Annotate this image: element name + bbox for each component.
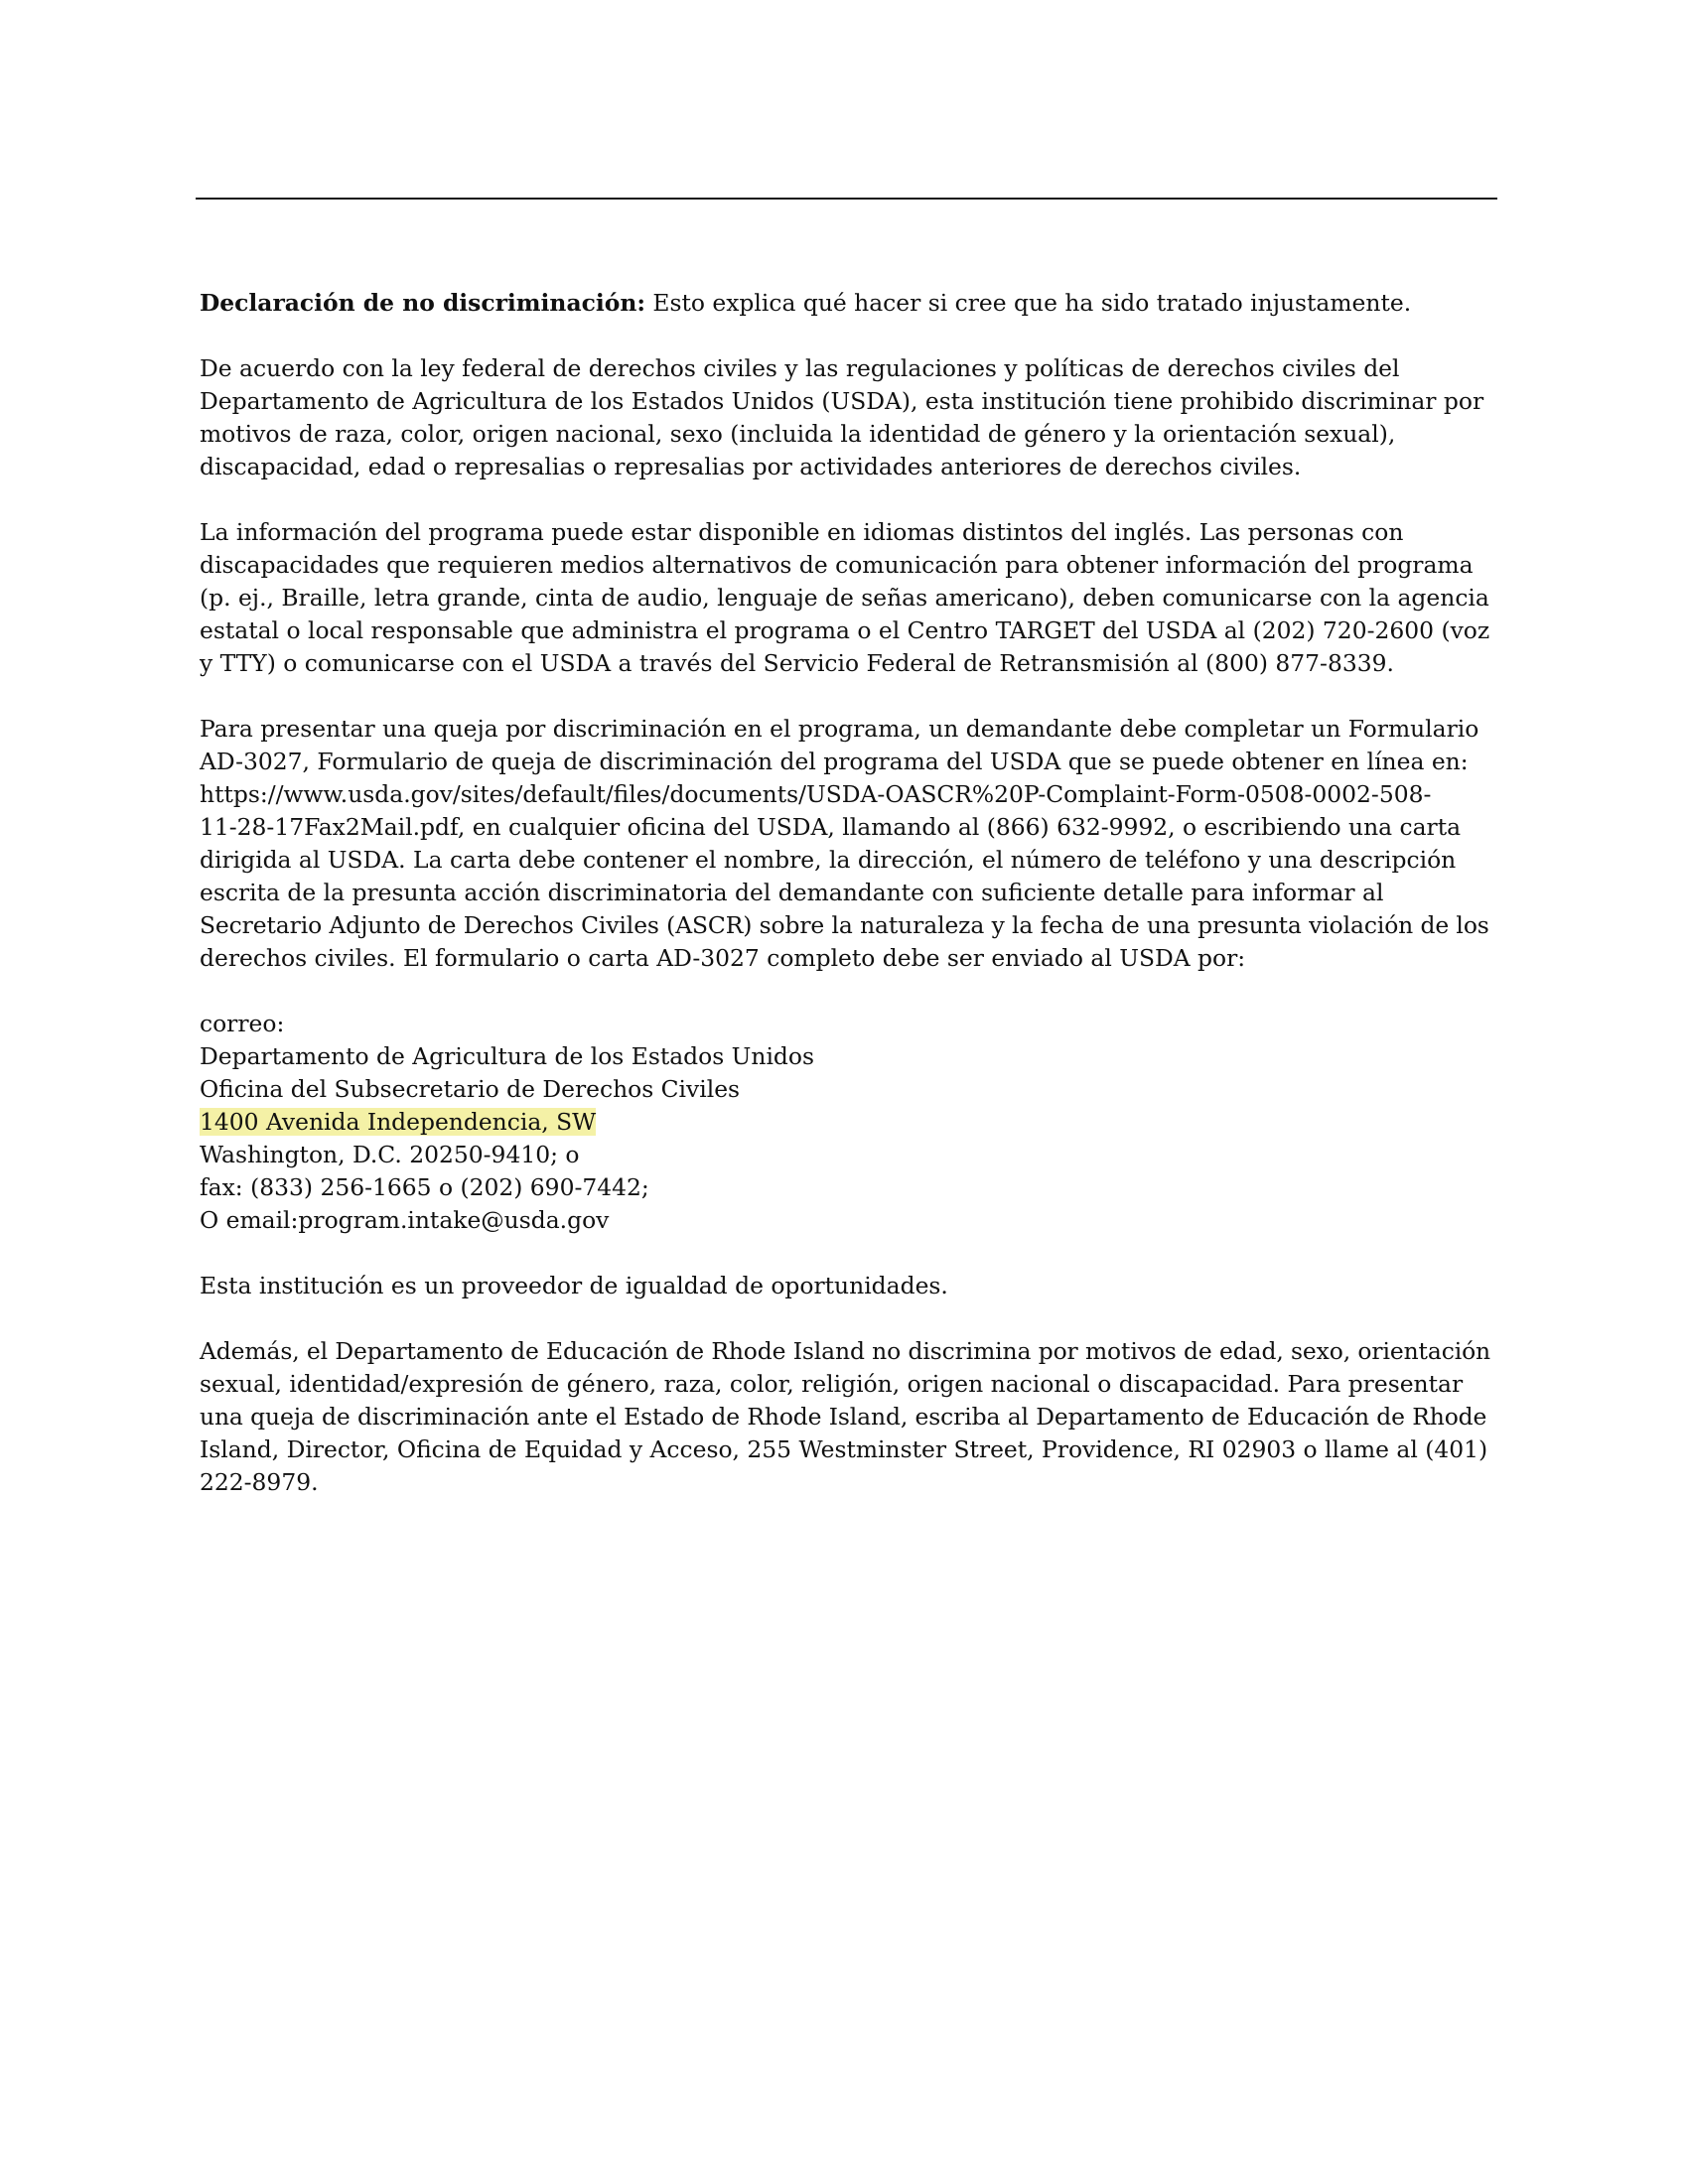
complaint-paragraph [200,713,1495,975]
text-line: una queja de discriminación ante el Estado de Rhode Island, escriba al Departamento de Educación de Rhode [200,1403,1487,1431]
civil-rights-paragraph [200,352,1495,483]
address-department: Departamento de Agricultura de los Estados Unidos [200,1042,814,1070]
statement-heading: Declaración de no discriminación: [200,289,645,317]
statement-intro: Esto explica qué hacer si cree que ha sido tratado injustamente. [644,289,1412,317]
text-line: AD-3027, Formulario de queja de discriminación del programa del USDA que se puede obtener en línea en: [200,748,1469,775]
top-horizontal-rule [196,198,1497,200]
address-street-line [200,1106,1495,1139]
text-line: motivos de raza, color, origen nacional, sexo (incluida la identidad de género y la orientación sexual), [200,420,1396,448]
mailing-address-block [200,1008,1495,1237]
text-line: sexual, identidad/expresión de género, raza, color, religión, origen nacional o discapacidad. Para presentar [200,1370,1464,1398]
text-line: Además, el Departamento de Educación de Rhode Island no discrimina por motivos de edad, sexo, orientación [200,1337,1491,1365]
text-line: (p. ej., Braille, letra grande, cinta de audio, lenguaje de señas americano), deben comunicarse con la agencia [200,584,1489,612]
text-line: derechos civiles. El formulario o carta AD-3027 completo debe ser enviado al USDA por: [200,944,1246,972]
address-office: Oficina del Subsecretario de Derechos Civiles [200,1075,741,1103]
address-city: Washington, D.C. 20250-9410; o [200,1141,580,1168]
statement-heading-paragraph [200,287,1495,320]
text-line: La información del programa puede estar disponible en idiomas distintos del inglés. Las personas con [200,518,1404,546]
rhode-island-paragraph [200,1335,1495,1499]
address-street-highlighted: 1400 Avenida Independencia, SW [200,1108,597,1136]
address-email[interactable]: O email:program.intake@usda.gov [200,1206,610,1234]
document-body [200,287,1495,1532]
text-line: Secretario Adjunto de Derechos Civiles (ASCR) sobre la naturaleza y la fecha de una presunta violación de los [200,911,1489,939]
program-information-paragraph [200,516,1495,680]
text-line: y TTY) o comunicarse con el USDA a través del Servicio Federal de Retransmisión al (800) 877-8339. [200,649,1394,677]
equal-opportunity-paragraph [200,1270,1495,1302]
complaint-form-link[interactable]: https://www.usda.gov/sites/default/files/documents/USDA-OASCR%20P-Complaint-Form-0508-0002-508- [200,780,1432,808]
text-line: dirigida al USDA. La carta debe contener el nombre, la dirección, el número de teléfono y una descripción [200,846,1457,874]
text-line: discapacidad, edad o represalias o represalias por actividades anteriores de derechos civiles. [200,453,1302,480]
address-fax: fax: (833) 256-1665 o (202) 690-7442; [200,1173,649,1201]
text-line: 222-8979. [200,1468,319,1496]
text-line: Para presentar una queja por discriminación en el programa, un demandante debe completar un Formulario [200,715,1479,743]
text-line: De acuerdo con la ley federal de derechos civiles y las regulaciones y políticas de derechos civiles del [200,354,1400,382]
text-line: Island, Director, Oficina de Equidad y Acceso, 255 Westminster Street, Providence, RI 02903 o llame al (401) [200,1435,1488,1463]
equal-opportunity-text: Esta institución es un proveedor de igualdad de oportunidades. [200,1272,948,1299]
text-line: Departamento de Agricultura de los Estados Unidos (USDA), esta institución tiene prohibido discriminar por [200,387,1484,415]
text-line: estatal o local responsable que administra el programa o el Centro TARGET del USDA al (202) 720-2600 (voz [200,616,1490,644]
text-line: escrita de la presunta acción discriminatoria del demandante con suficiente detalle para informar al [200,879,1384,906]
statement-line [200,287,1495,320]
text-line: 11-28-17Fax2Mail.pdf, en cualquier oficina del USDA, llamando al (866) 632-9992, o escribiendo una carta [200,813,1462,841]
mail-label: correo: [200,1010,285,1037]
text-line: discapacidades que requieren medios alternativos de comunicación para obtener información del programa [200,551,1474,579]
